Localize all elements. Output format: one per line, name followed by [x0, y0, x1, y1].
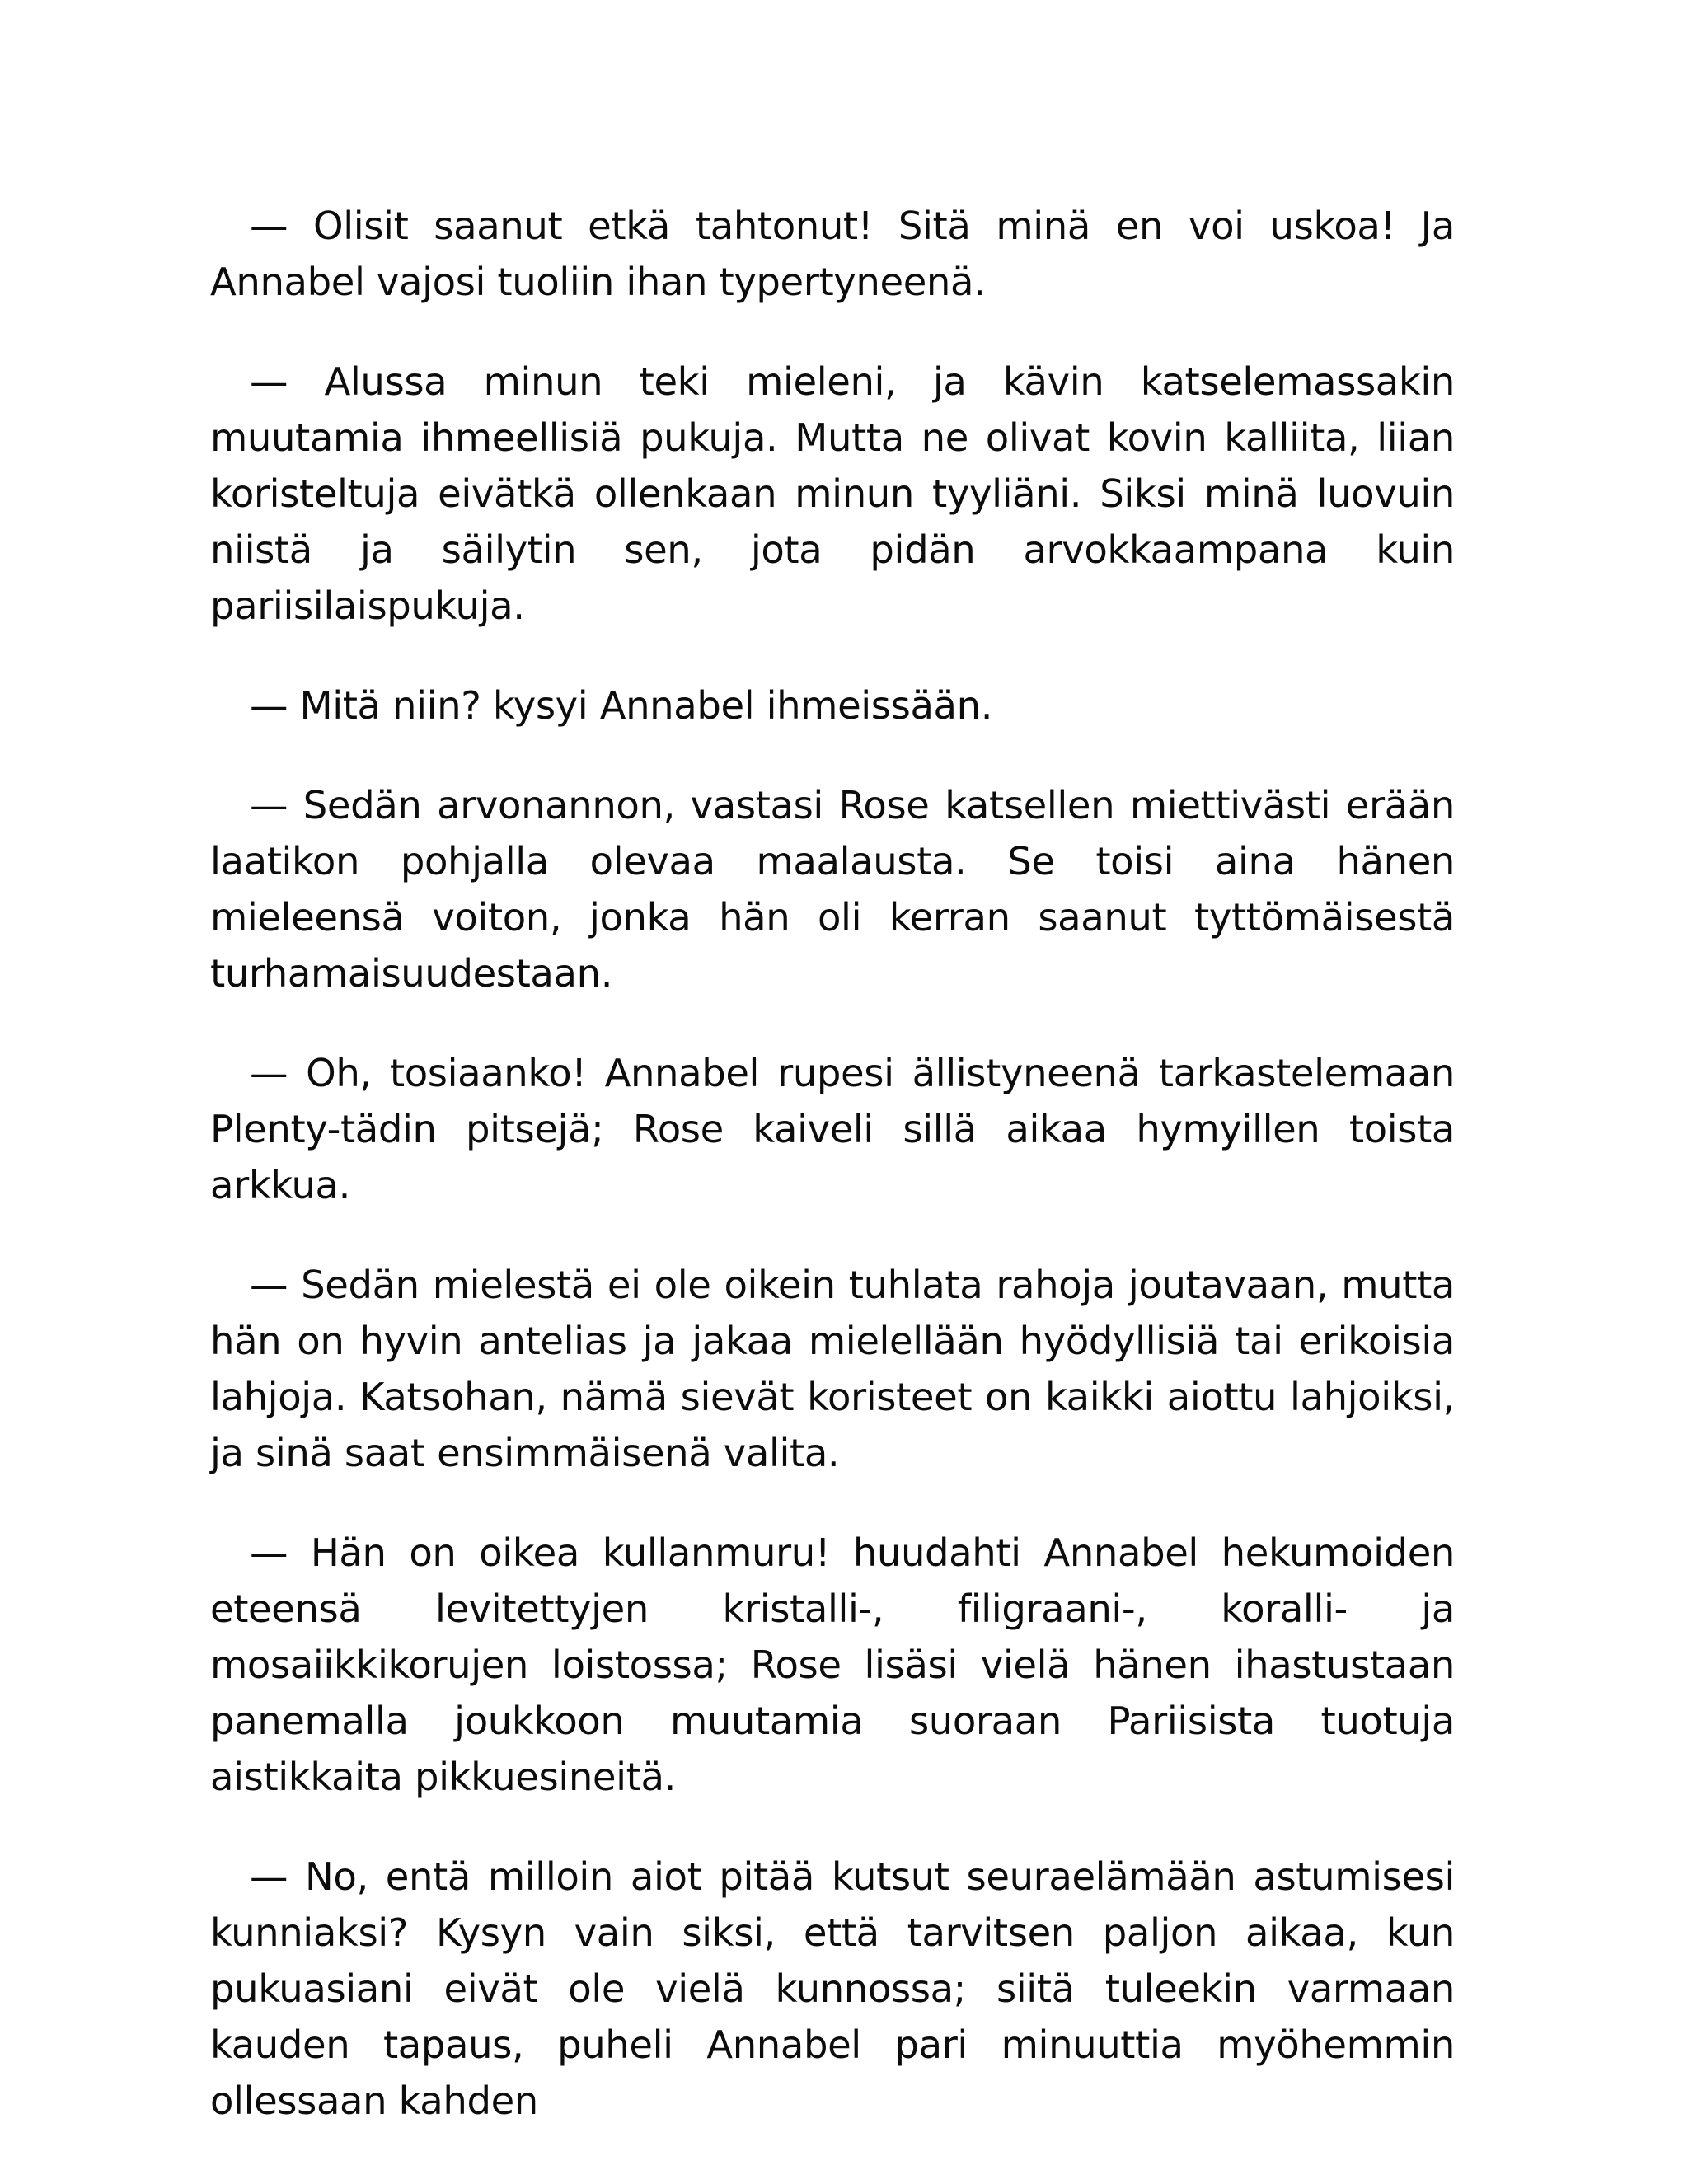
paragraph-1: — Olisit saanut etkä tahtonut! Sitä minä en voi uskoa! Ja Annabel vajosi tuoliin ihan typertyneenä. [210, 204, 1455, 304]
paragraph-5: — Oh, tosiaanko! Annabel rupesi ällistyneenä tarkastelemaan Plenty-tädin pitsejä; Rose kaiveli sillä aikaa hymyillen toista arkkua. [210, 1051, 1455, 1207]
paragraph-2: — Alussa minun teki mieleni, ja kävin katselemassakin muutamia ihmeellisiä pukuja. Mutta ne olivat kovin kalliita, liian koristeltuja eivätkä ollenkaan minun tyyliäni. Siksi minä luovuin niistä ja säilytin sen, jota pidän arvokkaampana kuin pariisilaispukuja. [210, 359, 1455, 628]
paragraph-3: — Mitä niin? kysyi Annabel ihmeissään. [250, 683, 993, 728]
document-page [210, 198, 1455, 2129]
paragraph-8: — No, entä milloin aiot pitää kutsut seuraelämään astumisesi kunniaksi? Kysyn vain siksi, että tarvitsen paljon aikaa, kun pukuasiani eivät ole vielä kunnossa; siitä tuleekin varmaan kauden tapaus, puheli Annabel pari minuuttia myöhemmin ollessaan kahden [210, 1854, 1455, 2123]
paragraph-7: — Hän on oikea kullanmuru! huudahti Annabel hekumoiden eteensä levitettyjen kristalli-, filigraani-, koralli- ja mosaiikkikorujen loistossa; Rose lisäsi vielä hänen ihastustaan panemalla joukkoon muutamia suoraan Pariisista tuotuja aistikkaita pikkuesineitä. [210, 1530, 1455, 1799]
paragraph-4: — Sedän arvonannon, vastasi Rose katsellen miettivästi erään laatikon pohjalla olevaa maalausta. Se toisi aina hänen mieleensä voiton, jonka hän oli kerran saanut tyttömäisestä turhamaisuudestaan. [210, 783, 1455, 996]
paragraph-6: — Sedän mielestä ei ole oikein tuhlata rahoja joutavaan, mutta hän on hyvin antelias ja jakaa mielellään hyödyllisiä tai erikoisia lahjoja. Katsohan, nämä sievät koristeet on kaikki aiottu lahjoiksi, ja sinä saat ensimmäisenä valita. [210, 1263, 1455, 1475]
